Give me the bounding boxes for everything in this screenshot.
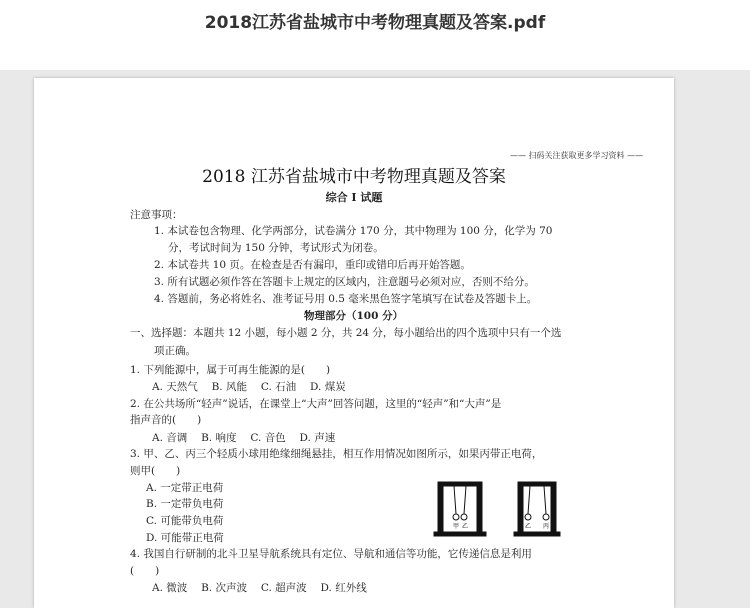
notice-item: 分，考试时间为 150 分钟，考试形式为闭卷。 <box>168 242 384 254</box>
label-yi-right: 乙 <box>525 523 532 530</box>
notice-item: 1. 本试卷包含物理、化学两部分，试卷满分 170 分，其中物理为 100 分，化学为 70 <box>154 225 553 237</box>
qr-tagline: —— 扫码关注获取更多学习资料 —— <box>510 151 644 160</box>
pdf-page <box>34 78 674 608</box>
label-bing: 丙 <box>543 523 550 530</box>
notice-item: 2. 本试卷共 10 页。在检查是否有漏印，重印或错印后再开始答题。 <box>154 259 471 271</box>
question-4-options: A. 微波 B. 次声波 C. 超声波 D. 红外线 <box>152 582 367 594</box>
document-title: 2018 江苏省盐城市中考物理真题及答案 <box>202 167 506 187</box>
ball-yi-left <box>461 514 467 520</box>
question-2-options: A. 音调 B. 响度 C. 音色 D. 声速 <box>152 432 336 444</box>
question-2-stem: 指声音的( ) <box>130 414 202 426</box>
question-4-stem: ( ) <box>130 565 160 577</box>
ball-jia <box>453 514 459 520</box>
label-jia: 甲 <box>453 523 460 530</box>
question-3-option: C. 可能带负电荷 <box>146 515 224 527</box>
charged-balls-figure <box>432 476 562 540</box>
section-title: 物理部分（100 分） <box>304 310 404 322</box>
question-3-option: B. 一定带负电荷 <box>146 498 224 510</box>
notice-item: 4. 答题前，务必将姓名、准考证号用 0.5 毫米黑色签字笔填写在试卷及答题卡上。 <box>154 293 538 305</box>
viewer-header <box>0 0 750 70</box>
question-3-option: D. 可能带正电荷 <box>146 532 224 544</box>
ball-yi-right <box>525 514 531 520</box>
file-title: 2018江苏省盐城市中考物理真题及答案.pdf <box>204 13 546 33</box>
stand-left <box>434 482 486 536</box>
notice-heading: 注意事项： <box>130 209 183 221</box>
section-intro: 项正确。 <box>154 345 196 357</box>
stand-right <box>514 482 560 536</box>
notice-item: 3. 所有试题必须作答在答题卡上规定的区域内，注意题号必须对应，否则不给分。 <box>154 276 535 288</box>
section-intro: 一、选择题：本题共 12 小题，每小题 2 分，共 24 分，每小题给出的四个选项中只有一个选 <box>130 327 562 339</box>
question-3-stem: 3. 甲、乙、丙三个轻质小球用绝缘细绳悬挂，相互作用情况如图所示，如果丙带正电荷， <box>130 448 543 460</box>
question-3-stem: 则甲( ) <box>130 465 181 477</box>
question-1-stem: 1. 下列能源中，属于可再生能源的是( ) <box>130 364 331 376</box>
label-yi-left: 乙 <box>462 523 469 530</box>
question-2-stem: 2. 在公共场所“轻声”说话，在课堂上“大声”回答问题，这里的“轻声”和“大声”是 <box>130 398 502 410</box>
question-3-option: A. 一定带正电荷 <box>146 482 224 494</box>
question-1-options: A. 天然气 B. 风能 C. 石油 D. 煤炭 <box>152 381 346 393</box>
document-subtitle: 综合 I 试题 <box>325 191 383 204</box>
ball-bing <box>543 514 549 520</box>
question-4-stem: 4. 我国自行研制的北斗卫星导航系统具有定位、导航和通信等功能，它传递信息是利用 <box>130 548 532 560</box>
